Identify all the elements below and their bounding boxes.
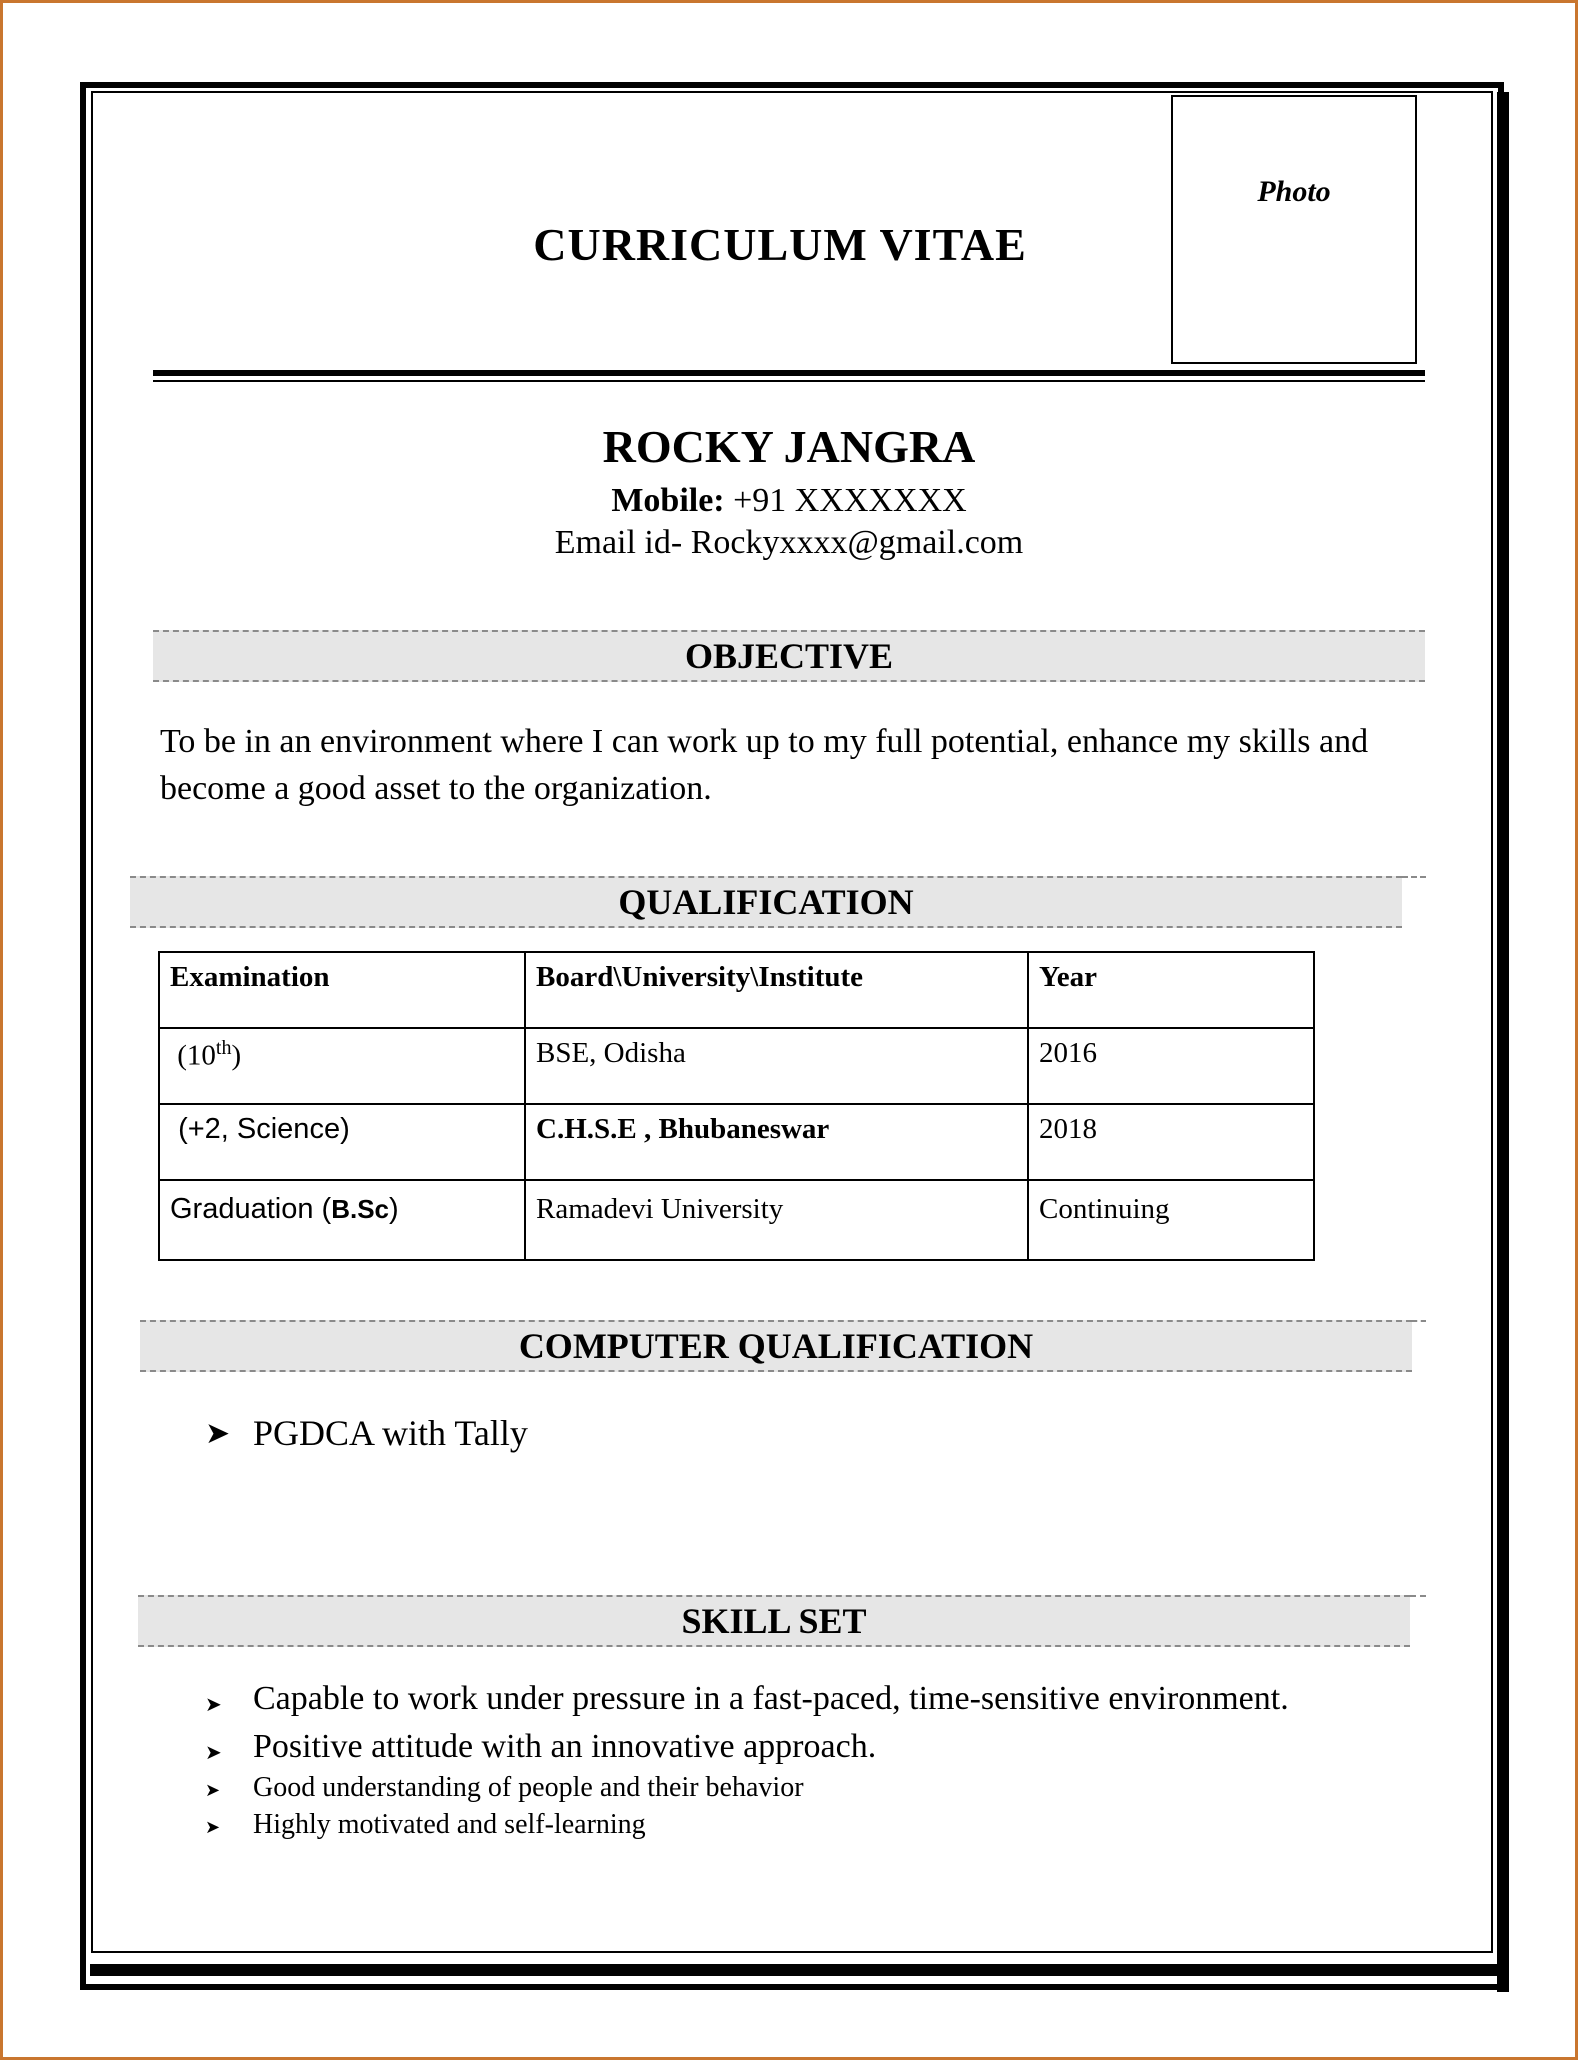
list-item-text: Positive attitude with an innovative approach.: [253, 1728, 877, 1765]
document-title: CURRICULUM VITAE: [533, 219, 1027, 270]
section-heading-skill-set: SKILL SET: [138, 1595, 1410, 1647]
list-item-text: Good understanding of people and their behavior: [253, 1772, 804, 1803]
list-item-text: Capable to work under pressure in a fast-paced, time-sensitive environment.: [253, 1680, 1289, 1717]
mobile-value: +91 XXXXXXX: [724, 482, 967, 519]
arrow-bullet-icon: ➤: [205, 1817, 221, 1837]
table-header-row: [159, 952, 1314, 1028]
cell-board: Ramadevi University: [525, 1180, 1028, 1260]
cell-year: 2018: [1028, 1104, 1314, 1180]
header-examination: Examination: [159, 952, 525, 1028]
list-item-text: Highly motivated and self-learning: [253, 1809, 646, 1840]
exam-superscript: th: [215, 1037, 232, 1059]
table-row: [159, 1028, 1314, 1104]
exam-degree: B.Sc: [331, 1194, 390, 1224]
table-row: [159, 1104, 1314, 1180]
header-board: Board\University\Institute: [525, 952, 1028, 1028]
photo-label: Photo: [1257, 175, 1331, 208]
cell-exam: [159, 1104, 525, 1180]
cell-board: C.H.S.E , Bhubaneswar: [525, 1104, 1028, 1180]
exam-text: Graduation (: [170, 1193, 332, 1225]
cell-exam: [159, 1180, 525, 1260]
arrow-bullet-icon: ➤: [205, 1742, 222, 1764]
cell-board: BSE, Odisha: [525, 1028, 1028, 1104]
cell-year: Continuing: [1028, 1180, 1314, 1260]
exam-text-end: ): [389, 1193, 399, 1225]
cell-exam: [159, 1028, 525, 1104]
photo-box: [1171, 95, 1417, 364]
header-year: Year: [1028, 952, 1314, 1028]
exam-text-end: ): [231, 1039, 242, 1072]
exam-text: (10: [177, 1039, 216, 1072]
mobile-label: Mobile:: [611, 482, 725, 519]
exam-text: (+2, Science): [178, 1113, 350, 1145]
email-line: Email id- Rockyxxxx@gmail.com: [554, 524, 1024, 561]
qualification-table: [158, 951, 1315, 1261]
cell-year: 2016: [1028, 1028, 1314, 1104]
dash-tail: [1410, 1595, 1426, 1597]
arrow-bullet-icon: ➤: [205, 1417, 231, 1450]
section-heading-qualification: QUALIFICATION: [130, 876, 1402, 928]
arrow-bullet-icon: ➤: [205, 1780, 221, 1800]
list-item-text: PGDCA with Tally: [253, 1413, 528, 1453]
table-row: [159, 1180, 1314, 1260]
objective-text: To be in an environment where I can work up to my full potential, enhance my skills and become a good asset to the organization.: [160, 723, 1369, 807]
arrow-bullet-icon: ➤: [205, 1694, 222, 1716]
section-heading-computer-qualification: COMPUTER QUALIFICATION: [140, 1320, 1412, 1372]
section-heading-objective: OBJECTIVE: [153, 630, 1425, 682]
dash-tail: [1412, 1320, 1426, 1322]
dash-tail: [1402, 876, 1426, 878]
title-rule-thin: [153, 380, 1425, 382]
title-rule-thick: [153, 370, 1425, 376]
candidate-name: ROCKY JANGRA: [602, 421, 976, 472]
mobile-line: [0, 482, 1578, 520]
